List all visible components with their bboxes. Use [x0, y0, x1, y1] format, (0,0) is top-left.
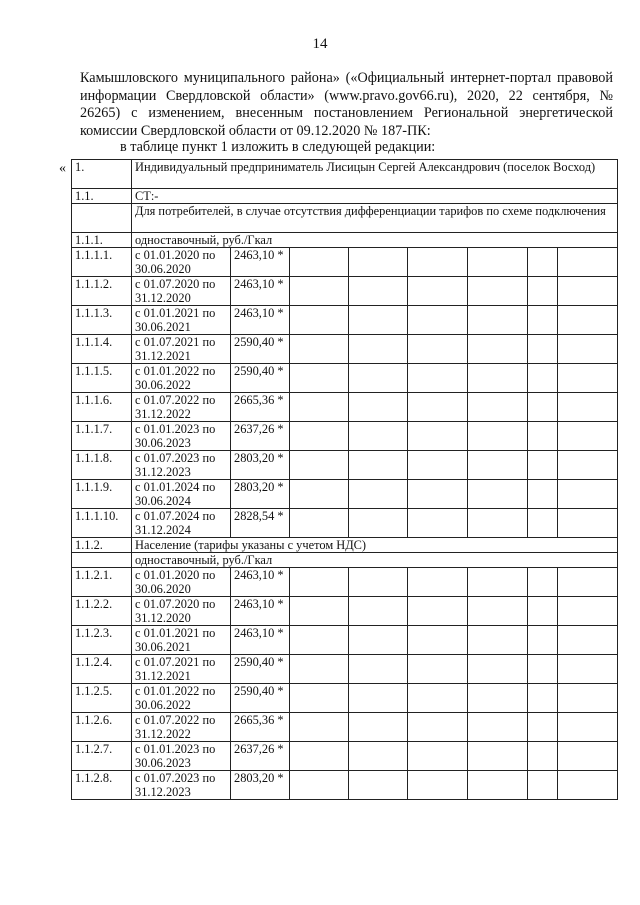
empty-cell: [408, 480, 468, 509]
table-row-1-1: [72, 189, 618, 204]
value-cell: 2665,36 *: [231, 393, 290, 422]
consumer-category: Население (тарифы указаны с учетом НДС): [132, 538, 618, 553]
row-number: 1.1.2.4.: [72, 655, 132, 684]
row-number: 1.1.2.: [72, 538, 132, 553]
empty-cell: [408, 626, 468, 655]
tariff-type: одноставочный, руб./Гкал: [132, 553, 618, 568]
empty-cell: [558, 568, 618, 597]
period-cell: с 01.01.2021 по 30.06.2021: [132, 306, 231, 335]
tariff-period-row: [72, 771, 618, 800]
tariff-period-row: [72, 742, 618, 771]
value-cell: 2803,20 *: [231, 771, 290, 800]
row-number: 1.1.: [72, 189, 132, 204]
consumer-category: Для потребителей, в случае отсутствия дифференциации тарифов по схеме подключения: [132, 204, 618, 233]
tariff-table: [71, 159, 618, 800]
empty-cell: [558, 422, 618, 451]
period-cell: с 01.07.2022 по 31.12.2022: [132, 393, 231, 422]
tariff-period-row: [72, 306, 618, 335]
period-cell: с 01.07.2023 по 31.12.2023: [132, 451, 231, 480]
empty-cell: [349, 509, 408, 538]
empty-cell: [528, 422, 558, 451]
page-number: 14: [312, 36, 328, 52]
row-number: 1.1.1.10.: [72, 509, 132, 538]
empty-cell: [349, 480, 408, 509]
tariff-system: СТ:-: [132, 189, 618, 204]
organization-name: Индивидуальный предприниматель Лисицын Сергей Александрович (поселок Восход): [132, 160, 618, 189]
empty-cell: [558, 597, 618, 626]
empty-cell: [349, 364, 408, 393]
empty-number-cell: [72, 553, 132, 568]
period-cell: с 01.01.2021 по 30.06.2021: [132, 626, 231, 655]
table-row-1-1-consumers: [72, 204, 618, 233]
value-cell: 2637,26 *: [231, 422, 290, 451]
empty-cell: [468, 480, 528, 509]
empty-cell: [408, 771, 468, 800]
empty-cell: [408, 248, 468, 277]
empty-cell: [468, 277, 528, 306]
empty-cell: [558, 335, 618, 364]
period-cell: с 01.01.2023 по 30.06.2023: [132, 742, 231, 771]
empty-cell: [290, 509, 349, 538]
period-cell: с 01.01.2024 по 30.06.2024: [132, 480, 231, 509]
tariff-period-row: [72, 393, 618, 422]
empty-cell: [468, 422, 528, 451]
empty-cell: [528, 248, 558, 277]
period-cell: с 01.07.2021 по 31.12.2021: [132, 655, 231, 684]
table-row-1: [72, 160, 618, 189]
empty-cell: [290, 422, 349, 451]
row-number: 1.1.1.2.: [72, 277, 132, 306]
empty-cell: [528, 277, 558, 306]
empty-cell: [528, 742, 558, 771]
table-row-1-1-1: [72, 233, 618, 248]
empty-cell: [408, 335, 468, 364]
empty-cell: [468, 713, 528, 742]
empty-cell: [468, 393, 528, 422]
empty-cell: [408, 277, 468, 306]
empty-cell: [468, 364, 528, 393]
empty-cell: [558, 480, 618, 509]
value-cell: 2590,40 *: [231, 364, 290, 393]
empty-cell: [558, 655, 618, 684]
tariff-period-row: [72, 509, 618, 538]
empty-cell: [349, 742, 408, 771]
empty-cell: [558, 713, 618, 742]
empty-cell: [468, 771, 528, 800]
empty-cell: [558, 509, 618, 538]
empty-cell: [349, 422, 408, 451]
value-cell: 2463,10 *: [231, 568, 290, 597]
tariff-period-row: [72, 451, 618, 480]
value-cell: 2637,26 *: [231, 742, 290, 771]
empty-cell: [558, 742, 618, 771]
empty-cell: [558, 771, 618, 800]
empty-cell: [408, 713, 468, 742]
value-cell: 2803,20 *: [231, 451, 290, 480]
empty-cell: [528, 480, 558, 509]
empty-cell: [290, 597, 349, 626]
value-cell: 2463,10 *: [231, 626, 290, 655]
table-row-1-1-2-type: [72, 553, 618, 568]
empty-cell: [528, 597, 558, 626]
row-number: 1.1.2.2.: [72, 597, 132, 626]
empty-cell: [528, 451, 558, 480]
row-number: 1.1.1.: [72, 233, 132, 248]
tariff-table-body: [72, 160, 618, 800]
empty-cell: [468, 451, 528, 480]
period-cell: с 01.07.2020 по 31.12.2020: [132, 277, 231, 306]
empty-cell: [349, 393, 408, 422]
period-cell: с 01.07.2022 по 31.12.2022: [132, 713, 231, 742]
row-number: 1.1.2.1.: [72, 568, 132, 597]
value-cell: 2590,40 *: [231, 655, 290, 684]
empty-cell: [349, 597, 408, 626]
table-row-1-1-2: [72, 538, 618, 553]
empty-number-cell: [72, 204, 132, 233]
value-cell: 2803,20 *: [231, 480, 290, 509]
empty-cell: [290, 335, 349, 364]
tariff-period-row: [72, 277, 618, 306]
tariff-period-row: [72, 713, 618, 742]
period-cell: с 01.07.2020 по 31.12.2020: [132, 597, 231, 626]
value-cell: 2590,40 *: [231, 335, 290, 364]
value-cell: 2463,10 *: [231, 277, 290, 306]
empty-cell: [408, 509, 468, 538]
value-cell: 2828,54 *: [231, 509, 290, 538]
instruction-line: в таблице пункт 1 изложить в следующей редакции:: [120, 139, 436, 156]
empty-cell: [468, 684, 528, 713]
empty-cell: [408, 684, 468, 713]
empty-cell: [349, 655, 408, 684]
empty-cell: [408, 451, 468, 480]
empty-cell: [349, 713, 408, 742]
row-number: 1.1.1.1.: [72, 248, 132, 277]
tariff-type: одноставочный, руб./Гкал: [132, 233, 618, 248]
row-number: 1.1.1.7.: [72, 422, 132, 451]
empty-cell: [468, 335, 528, 364]
empty-cell: [528, 713, 558, 742]
tariff-period-row: [72, 626, 618, 655]
row-number: 1.1.1.9.: [72, 480, 132, 509]
tariff-period-row: [72, 335, 618, 364]
empty-cell: [290, 684, 349, 713]
row-number: 1.1.2.7.: [72, 742, 132, 771]
value-cell: 2590,40 *: [231, 684, 290, 713]
empty-cell: [468, 306, 528, 335]
row-number: 1.1.2.8.: [72, 771, 132, 800]
empty-cell: [558, 451, 618, 480]
empty-cell: [349, 277, 408, 306]
period-cell: с 01.01.2022 по 30.06.2022: [132, 684, 231, 713]
row-number: 1.1.1.5.: [72, 364, 132, 393]
empty-cell: [349, 335, 408, 364]
empty-cell: [290, 364, 349, 393]
empty-cell: [349, 451, 408, 480]
empty-cell: [290, 626, 349, 655]
tariff-period-row: [72, 655, 618, 684]
empty-cell: [349, 568, 408, 597]
period-cell: с 01.07.2024 по 31.12.2024: [132, 509, 231, 538]
tariff-period-row: [72, 597, 618, 626]
empty-cell: [290, 451, 349, 480]
intro-block: [80, 70, 613, 157]
empty-cell: [408, 742, 468, 771]
empty-cell: [290, 480, 349, 509]
empty-cell: [528, 771, 558, 800]
empty-cell: [558, 684, 618, 713]
value-cell: 2665,36 *: [231, 713, 290, 742]
row-number: 1.1.1.3.: [72, 306, 132, 335]
opening-quote-mark: «: [59, 161, 66, 176]
tariff-period-row: [72, 480, 618, 509]
empty-cell: [528, 684, 558, 713]
empty-cell: [349, 248, 408, 277]
tariff-period-row: [72, 364, 618, 393]
empty-cell: [290, 713, 349, 742]
empty-cell: [290, 277, 349, 306]
row-number: 1.: [72, 160, 132, 189]
row-number: 1.1.2.6.: [72, 713, 132, 742]
empty-cell: [349, 771, 408, 800]
empty-cell: [290, 248, 349, 277]
empty-cell: [290, 742, 349, 771]
empty-cell: [468, 626, 528, 655]
empty-cell: [290, 568, 349, 597]
empty-cell: [468, 655, 528, 684]
tariff-period-row: [72, 684, 618, 713]
empty-cell: [290, 655, 349, 684]
empty-cell: [558, 277, 618, 306]
empty-cell: [408, 655, 468, 684]
empty-cell: [408, 364, 468, 393]
empty-cell: [528, 568, 558, 597]
empty-cell: [408, 393, 468, 422]
empty-cell: [528, 509, 558, 538]
empty-cell: [408, 306, 468, 335]
empty-cell: [468, 742, 528, 771]
empty-cell: [468, 597, 528, 626]
row-number: 1.1.1.4.: [72, 335, 132, 364]
tariff-period-row: [72, 248, 618, 277]
empty-cell: [468, 509, 528, 538]
period-cell: с 01.01.2022 по 30.06.2022: [132, 364, 231, 393]
value-cell: 2463,10 *: [231, 306, 290, 335]
value-cell: 2463,10 *: [231, 597, 290, 626]
tariff-period-row: [72, 422, 618, 451]
empty-cell: [408, 568, 468, 597]
period-cell: с 01.01.2023 по 30.06.2023: [132, 422, 231, 451]
empty-cell: [528, 626, 558, 655]
empty-cell: [349, 684, 408, 713]
empty-cell: [558, 626, 618, 655]
empty-cell: [349, 626, 408, 655]
empty-cell: [290, 771, 349, 800]
row-number: 1.1.1.8.: [72, 451, 132, 480]
empty-cell: [290, 306, 349, 335]
tariff-period-row: [72, 568, 618, 597]
period-cell: с 01.07.2021 по 31.12.2021: [132, 335, 231, 364]
empty-cell: [290, 393, 349, 422]
period-cell: с 01.01.2020 по 30.06.2020: [132, 568, 231, 597]
row-number: 1.1.2.5.: [72, 684, 132, 713]
period-cell: с 01.01.2020 по 30.06.2020: [132, 248, 231, 277]
empty-cell: [558, 393, 618, 422]
empty-cell: [558, 306, 618, 335]
value-cell: 2463,10 *: [231, 248, 290, 277]
period-cell: с 01.07.2023 по 31.12.2023: [132, 771, 231, 800]
empty-cell: [349, 306, 408, 335]
empty-cell: [528, 306, 558, 335]
row-number: 1.1.2.3.: [72, 626, 132, 655]
empty-cell: [408, 422, 468, 451]
empty-cell: [468, 248, 528, 277]
row-number: 1.1.1.6.: [72, 393, 132, 422]
empty-cell: [468, 568, 528, 597]
empty-cell: [528, 393, 558, 422]
empty-cell: [408, 597, 468, 626]
empty-cell: [558, 364, 618, 393]
empty-cell: [558, 248, 618, 277]
empty-cell: [528, 655, 558, 684]
empty-cell: [528, 364, 558, 393]
empty-cell: [528, 335, 558, 364]
intro-paragraph: Камышловского муниципального района» («Официальный интернет-портал правовой информации Свердловской области» (www.pravo.gov66.ru), 2020, 22 сентября, № 26265) с изменением, внесенным постановлением Региональной энергетической комиссии Свердловской области от 09.12.2020 № 187-ПК:: [80, 70, 613, 139]
